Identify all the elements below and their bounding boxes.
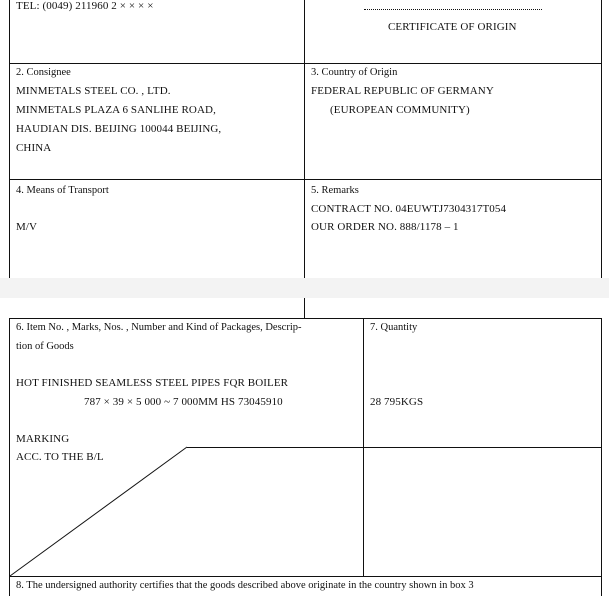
marking-value: ACC. TO THE B/L bbox=[16, 451, 104, 463]
goods-label-line-1: 6. Item No. , Marks, Nos. , Number and Kind of Packages, Descrip- bbox=[16, 322, 302, 333]
certification-text: 8. The undersigned authority certifies that the goods described above originate in the country shown in box 3 bbox=[16, 580, 474, 591]
means-of-transport-value: M/V bbox=[16, 221, 38, 233]
country-of-origin-label: 3. Country of Origin bbox=[311, 67, 398, 78]
consignee-line-3: HAUDIAN DIS. BEIJING 100044 BEIJING, bbox=[16, 123, 222, 135]
means-of-transport-label: 4. Means of Transport bbox=[16, 185, 109, 196]
remarks-label: 5. Remarks bbox=[311, 185, 359, 196]
certificate-title: CERTIFICATE OF ORIGIN bbox=[388, 21, 517, 33]
quantity-value: 28 795KGS bbox=[370, 396, 424, 408]
goods-label-line-2: tion of Goods bbox=[16, 341, 74, 352]
remarks-line-1: CONTRACT NO. 04EUWTJ7304317T054 bbox=[311, 203, 507, 215]
consignee-label: 2. Consignee bbox=[16, 67, 71, 78]
quantity-label: 7. Quantity bbox=[370, 322, 418, 333]
country-of-origin-line-1: FEDERAL REPUBLIC OF GERMANY bbox=[311, 85, 494, 97]
marking-title: MARKING bbox=[16, 433, 70, 445]
exporter-tel: TEL: (0049) 211960 2 × × × × bbox=[16, 0, 154, 12]
goods-description-line-1: HOT FINISHED SEAMLESS STEEL PIPES FQR BOILER bbox=[16, 377, 289, 389]
consignee-line-2: MINMETALS PLAZA 6 SANLIHE ROAD, bbox=[16, 104, 216, 116]
consignee-line-1: MINMETALS STEEL CO. , LTD. bbox=[16, 85, 171, 97]
country-of-origin-line-2: (EUROPEAN COMMUNITY) bbox=[330, 104, 470, 116]
remarks-line-2: OUR ORDER NO. 888/1178 – 1 bbox=[311, 221, 459, 233]
consignee-line-4: CHINA bbox=[16, 142, 52, 154]
goods-description-line-2: 787 × 39 × 5 000 ~ 7 000MM HS 73045910 bbox=[84, 396, 283, 408]
